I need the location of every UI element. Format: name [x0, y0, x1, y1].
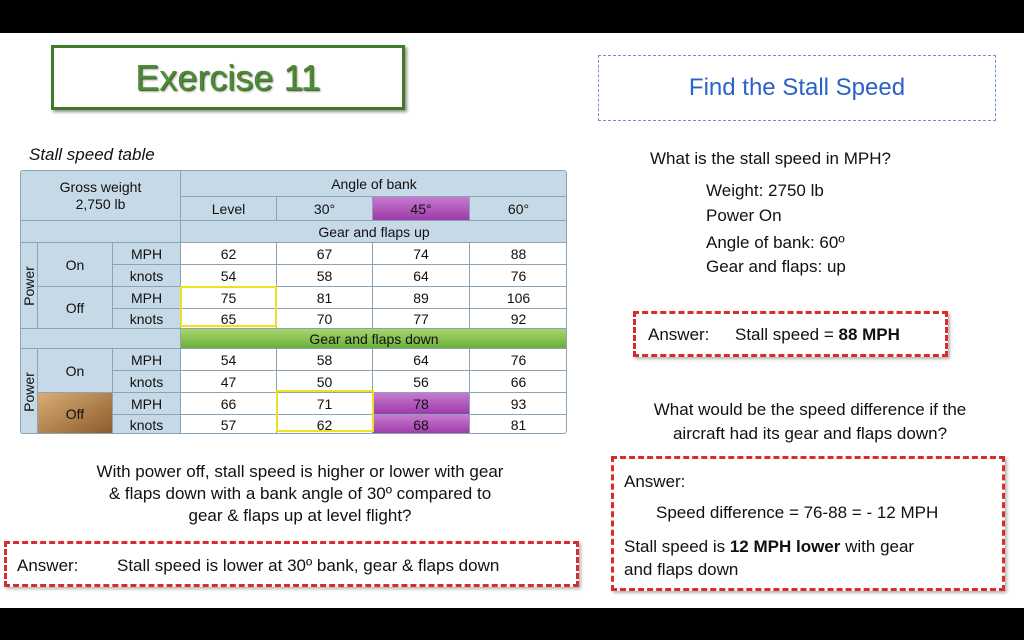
q1-prompt: What is the stall speed in MPH? [650, 149, 891, 168]
q1-answer-text [735, 325, 900, 345]
highlight-30-down-off [276, 390, 374, 432]
col-45: 45° [373, 197, 470, 221]
q3-answer-text: Stall speed is lower at 30º bank, gear & flaps down [117, 556, 500, 575]
unit-knots: knots [113, 371, 181, 393]
table-cell: 71 [277, 393, 373, 415]
off-label-down: Off [38, 393, 113, 434]
table-cell: 81 [277, 287, 373, 309]
table-cell: 65 [181, 309, 277, 329]
q1-answer-prefix: Answer: [648, 325, 710, 344]
q3-answer-box [4, 541, 579, 587]
band-gear-down: Gear and flaps down [181, 329, 567, 349]
unit-knots: knots [113, 309, 181, 329]
table-cell: 67 [277, 243, 373, 265]
table-cell: 81 [470, 415, 567, 434]
gross-weight-label: Gross weight [59, 178, 142, 195]
blank-cell [21, 329, 181, 349]
unit-mph: MPH [113, 349, 181, 371]
blank-cell [21, 221, 181, 243]
q2-prompt-line1: What would be the speed difference if the [653, 400, 967, 419]
table-caption: Stall speed table [29, 145, 155, 164]
q3-line1: With power off, stall speed is higher or lower with gear [96, 462, 504, 481]
unit-mph: MPH [113, 243, 181, 265]
table-cell: 66 [470, 371, 567, 393]
highlight-level-up-off [180, 286, 277, 327]
table-cell: 64 [373, 349, 470, 371]
q2-prompt [600, 399, 1020, 445]
col-30: 30° [277, 197, 373, 221]
table-cell: 88 [470, 243, 567, 265]
table-cell: 66 [181, 393, 277, 415]
band-gear-up: Gear and flaps up [181, 221, 567, 243]
table-cell: 62 [181, 243, 277, 265]
table-cell: 77 [373, 309, 470, 329]
q1-answer-box [633, 311, 948, 357]
col-level: Level [181, 197, 277, 221]
power-text: Power [21, 371, 37, 412]
table-cell: 64 [373, 265, 470, 287]
q2-result-pre: Stall speed is [624, 537, 730, 556]
q1-answer-value: 88 MPH [838, 325, 900, 344]
gross-weight-value: 2,750 lb [75, 195, 126, 212]
table-cell: 106 [470, 287, 567, 309]
angle-of-bank-header: Angle of bank [181, 171, 567, 197]
table-cell: 56 [373, 371, 470, 393]
q2-result [624, 537, 914, 557]
q3-line2: & flaps down with a bank angle of 30º compared to [108, 484, 492, 503]
q2-prompt-line2: aircraft had its gear and flaps down? [672, 424, 948, 443]
unit-mph: MPH [113, 287, 181, 309]
gross-weight-header [21, 171, 181, 221]
q2-answer-prefix: Answer: [624, 472, 686, 491]
power-label-up [21, 243, 38, 329]
q3-line3: gear & flaps up at level flight? [188, 506, 412, 525]
table-cell: 70 [277, 309, 373, 329]
off-label-up: Off [38, 287, 113, 329]
find-stall-speed-title: Find the Stall Speed [688, 74, 906, 101]
table-cell: 54 [181, 265, 277, 287]
table-cell: 75 [181, 287, 277, 309]
q2-result-line2: and flaps down [624, 560, 739, 579]
table-cell: 93 [470, 393, 567, 415]
unit-knots: knots [113, 415, 181, 434]
exercise-title-box [51, 45, 405, 110]
q2-result-post: with gear [840, 537, 915, 556]
q1-weight: Weight: 2750 lb [706, 181, 824, 200]
q2-answer-box [611, 456, 1005, 591]
power-label-down [21, 349, 38, 434]
q1-bank: Angle of bank: 60º [706, 233, 845, 252]
table-cell: 89 [373, 287, 470, 309]
exercise-title: Exercise 11 [135, 56, 321, 98]
on-label-down: On [38, 349, 113, 393]
power-text: Power [21, 265, 37, 306]
unit-mph: MPH [113, 393, 181, 415]
q3-prompt [20, 461, 580, 527]
table-cell: 58 [277, 349, 373, 371]
q3-answer-prefix: Answer: [17, 556, 79, 575]
table-cell: 58 [277, 265, 373, 287]
table-cell: 57 [181, 415, 277, 434]
unit-knots: knots [113, 265, 181, 287]
table-cell: 76 [470, 265, 567, 287]
table-cell: 50 [277, 371, 373, 393]
q2-result-bold: 12 MPH lower [729, 537, 841, 556]
q1-answer-label: Stall speed = [735, 325, 839, 344]
find-stall-speed-box [598, 55, 996, 121]
col-60: 60° [470, 197, 567, 221]
table-cell: 47 [181, 371, 277, 393]
table-cell: 76 [470, 349, 567, 371]
q1-power: Power On [706, 206, 782, 225]
table-cell: 78 [373, 393, 470, 415]
table-cell: 68 [373, 415, 470, 434]
table-cell: 62 [277, 415, 373, 434]
table-cell: 54 [181, 349, 277, 371]
q2-diff: Speed difference = 76-88 = - 12 MPH [656, 503, 939, 522]
table-cell: 74 [373, 243, 470, 265]
on-label-up: On [38, 243, 113, 287]
q1-gear: Gear and flaps: up [706, 257, 846, 276]
table-cell: 92 [470, 309, 567, 329]
